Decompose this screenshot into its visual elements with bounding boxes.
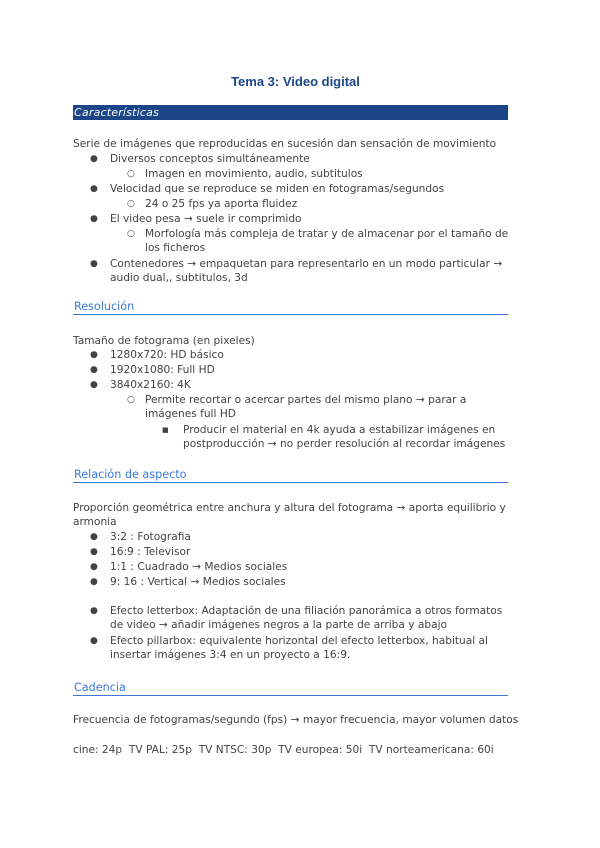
list-item-continuation: insertar imágenes 3:4 en un proyecto a 16:9. [110,649,351,661]
paragraph: Frecuencia de fotogramas/segundo (fps) → mayor frecuencia, mayor volumen datos [73,714,519,726]
list-item: El video pesa → suele ir comprimido [110,213,302,225]
list-item: Contenedores → empaquetan para representarlo en un modo particular → [110,258,503,270]
list-item-continuation: audio dual,, subtitulos, 3d [110,272,248,284]
bullet-icon: ● [90,636,98,646]
list-item: 1920x1080: Full HD [110,364,215,376]
bullet-icon: ○ [127,169,135,179]
document-title: Tema 3: Video digital [231,74,360,89]
section-heading-caracteristicas: Características [73,105,508,120]
section-heading-aspecto: Relación de aspecto [73,468,508,483]
bullet-icon: ● [90,532,98,542]
bullet-icon: ● [90,606,98,616]
section-heading-resolucion: Resolución [73,300,508,315]
bullet-icon: ● [90,184,98,194]
bullet-icon: ● [90,214,98,224]
list-item: Permite recortar o acercar partes del mismo plano → parar a [145,394,467,406]
list-item-continuation: de video → añadir imágenes negros a la parte de arriba y abajo [110,619,448,631]
bullet-icon: ● [90,154,98,164]
bullet-icon: ● [90,350,98,360]
paragraph: Proporción geométrica entre anchura y altura del fotograma → aporta equilibrio y [73,502,506,514]
list-item-continuation: postproducción → no perder resolución al recordar imágenes [183,438,506,450]
bullet-icon: ● [90,547,98,557]
list-item-continuation: imágenes full HD [145,408,236,420]
paragraph-continuation: armonia [73,516,117,528]
list-item: Efecto pillarbox: equivalente horizontal del efecto letterbox, habitual al [110,635,488,647]
bullet-icon: ○ [127,199,135,209]
list-item: 1280x720: HD básico [110,349,224,361]
bullet-icon: ● [90,577,98,587]
bullet-icon: ■ [162,426,169,434]
bullet-icon: ● [90,365,98,375]
list-item: 3840x2160: 4K [110,379,191,391]
list-item: 3:2 : Fotografia [110,531,191,543]
list-item-continuation: los ficheros [145,242,206,254]
paragraph: Serie de imágenes que reproducidas en sucesión dan sensación de movimiento [73,138,497,150]
bullet-icon: ● [90,562,98,572]
list-item: Diversos conceptos simultáneamente [110,153,310,165]
list-item: Producir el material en 4k ayuda a estabilizar imágenes en [183,424,496,436]
paragraph: Tamaño de fotograma (en pixeles) [73,335,255,347]
bullet-icon: ● [90,380,98,390]
list-item: 16:9 : Televisor [110,546,191,558]
list-item: Imagen en movimiento, audio, subtitulos [145,168,363,180]
list-item: Velocidad que se reproduce se miden en fotogramas/segundos [110,183,445,195]
bullet-icon: ○ [127,395,135,405]
section-heading-cadencia: Cadencia [73,681,508,696]
list-item: 1:1 : Cuadrado → Medios sociales [110,561,288,573]
list-item: 24 o 25 fps ya aporta fluidez [145,198,298,210]
list-item: 9: 16 : Vertical → Medios sociales [110,576,286,588]
list-item: Efecto letterbox: Adaptación de una filiación panorámica a otros formatos [110,605,503,617]
frame-rates-line: cine: 24p TV PAL: 25p TV NTSC: 30p TV europea: 50i TV norteamericana: 60i [73,744,494,756]
list-item: Morfología más compleja de tratar y de almacenar por el tamaño de [145,228,509,240]
bullet-icon: ○ [127,229,135,239]
bullet-icon: ● [90,259,98,269]
